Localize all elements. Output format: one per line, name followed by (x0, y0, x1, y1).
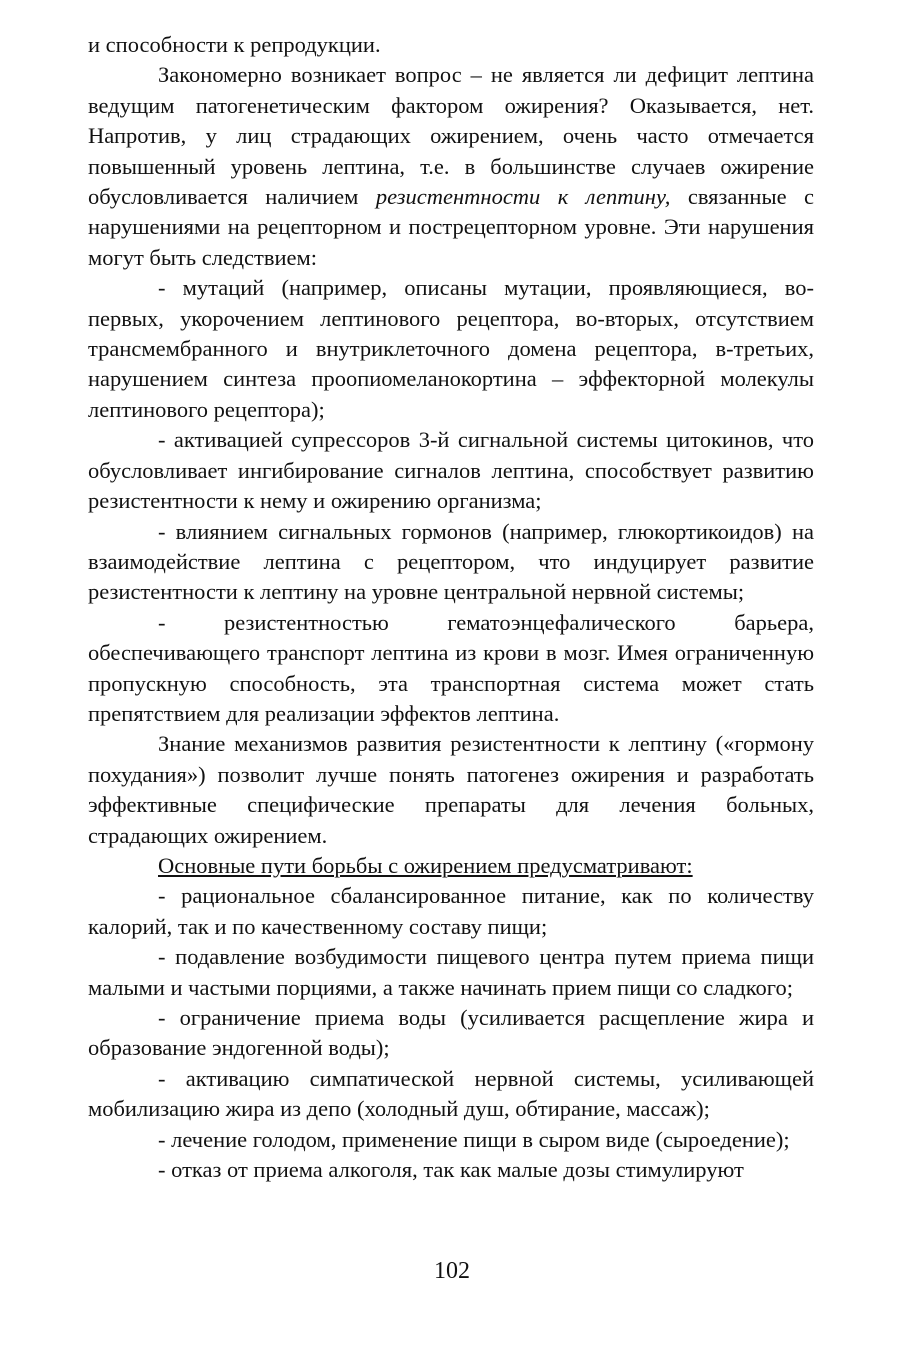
leptin-resistance-term: резистентности к лептину, (375, 184, 671, 210)
list-item-alcohol: - отказ от приема алкоголя, так как малые дозы стимулируют (158, 1157, 744, 1183)
paragraph-leptin-question-part-3: связанные с нарушениями на рецепторном и пострецепторном уровне. Эти нарушения могут быть следствием: (88, 184, 814, 270)
list-item-sympathetic: - активацию симпатической нервной системы, усиливающей мобилизацию жира из депо (холодный душ, обтирание, массаж); (88, 1065, 814, 1122)
list-item-water-restriction: - ограничение приема воды (усиливается расщепление жира и образование эндогенной воды); (88, 1005, 814, 1061)
paragraph-continuation: и способности к репродукции. (88, 32, 381, 57)
page-number: 102 (434, 1258, 470, 1284)
list-item-bbb-resistance: - резистентностью гематоэнцефалического барьера, обеспечивающего транспорт лептина из крови в мозг. Имея ограниченную пропускную способность, эта транспортная система может стать препятствием для реализации эффектов лептина. (88, 609, 814, 726)
list-item-food-center: - подавление возбудимости пищевого центра путем приема пищи малыми и частыми порциями, а также начинать прием пищи со сладкого; (88, 944, 814, 1000)
page-body (88, 30, 814, 1185)
section-heading-treatment: Основные пути борьбы с ожирением предусматривают: (158, 852, 693, 878)
list-item-mutations: - мутаций (например, описаны мутации, проявляющиеся, во-первых, укорочением лептинового рецептора, во-вторых, отсутствием трансмембранного и внутриклеточного домена рецептора, в-третьих, нарушением синтеза проопиомеланокортина – эффекторной молекулы лептинового рецептора); (88, 275, 814, 422)
paragraph-mechanisms: Знание механизмов развития резистентности к лептину («гормону похудания») позволит лучше понять патогенез ожирения и разработать эффективные специфические препараты для лечения больных, страдающих ожирением. (88, 731, 814, 848)
paragraph-leptin-question-part-1: Закономерно возникает вопрос – не является ли дефицит лептина ведущим патогенетическим фактором ожирения? Оказывается, нет. Напротив, у лиц страдающих ожирением, очень часто отмечается повышенный уровень лептина, т.е. в большинстве случаев ожирение обусловливается наличием (88, 62, 814, 210)
paragraph-leptin-question (88, 60, 814, 273)
list-item-suppressors: - активацией супрессоров 3-й сигнальной системы цитокинов, что обусловливает ингибирование сигналов лептина, способствует развитию резистентности к нему и ожирению организма; (88, 427, 814, 514)
list-item-nutrition: - рациональное сбалансированное питание, как по количеству калорий, так и по качественному составу пищи; (88, 883, 814, 939)
list-item-fasting: - лечение голодом, применение пищи в сыром виде (сыроедение); (158, 1126, 790, 1152)
list-item-hormones: - влиянием сигнальных гормонов (например, глюкортикоидов) на взаимодействие лептина с рецептором, что индуцирует развитие резистентности к лептину на уровне центральной нервной системы; (88, 518, 814, 605)
